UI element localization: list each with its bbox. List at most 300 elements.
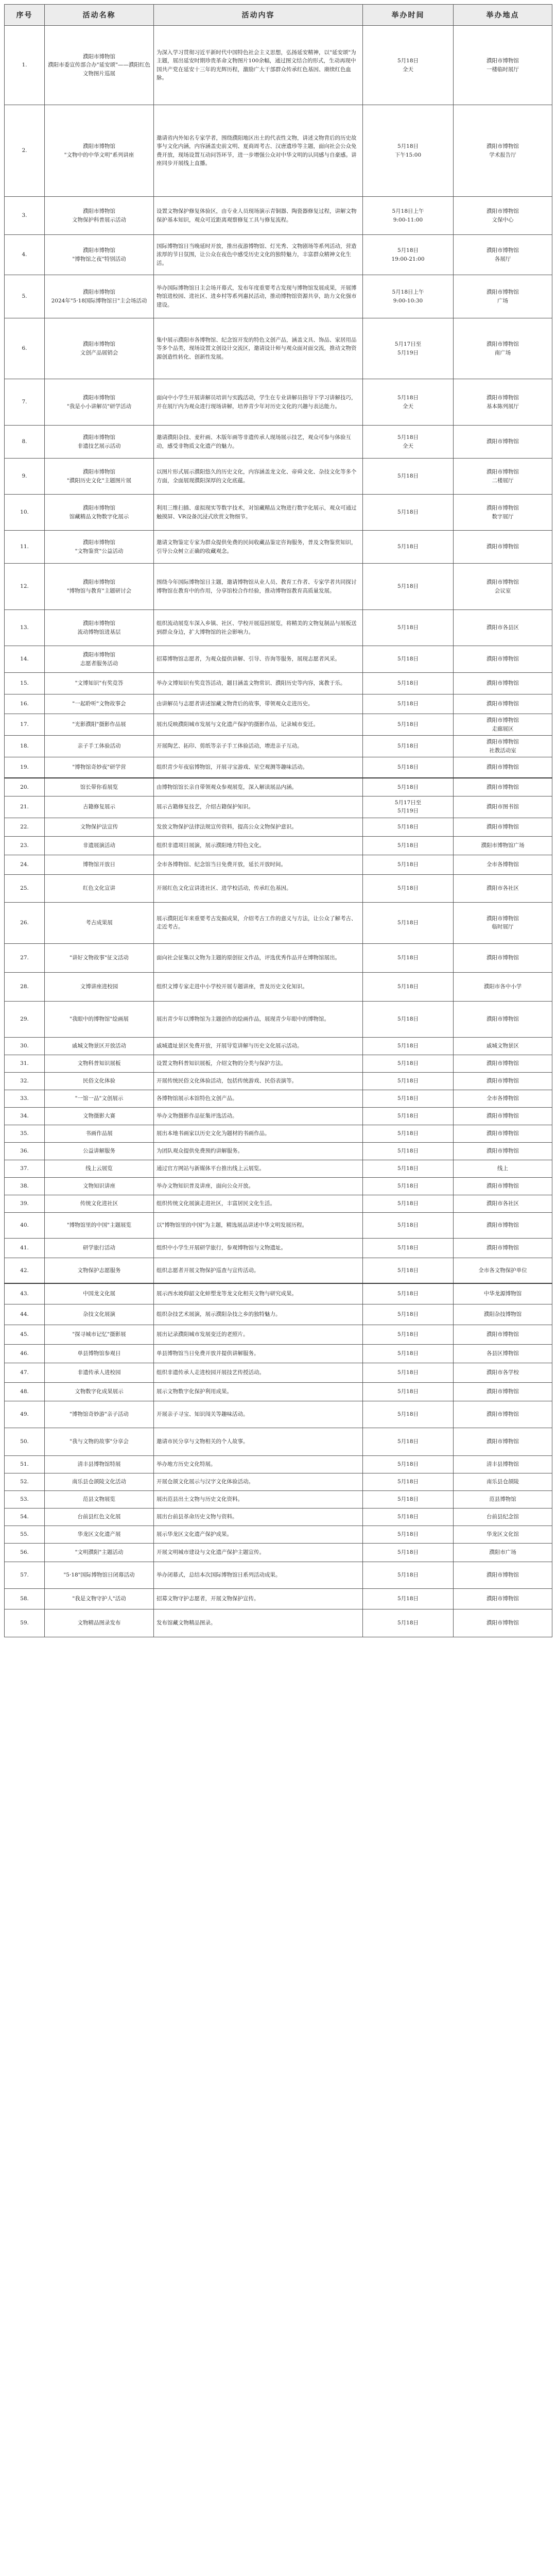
row-time: 5月18日	[363, 646, 454, 673]
row-place: 濮阳市各社区	[454, 1195, 552, 1212]
row-time: 5月18日	[363, 757, 454, 778]
row-time: 5月18日	[363, 1160, 454, 1177]
table-row	[5, 318, 552, 379]
row-activity-name: 亲子手工体验活动	[45, 736, 154, 757]
row-serial: 40.	[5, 1212, 45, 1238]
table-row	[5, 694, 552, 714]
row-activity-name: 杂技文化展演	[45, 1304, 154, 1325]
row-activity-content: 组织非遗传承人走进校园开展技艺传授活动。	[154, 1363, 363, 1382]
row-serial: 20.	[5, 778, 45, 796]
row-serial: 21.	[5, 796, 45, 818]
row-time: 5月17日至 5月19日	[363, 318, 454, 379]
row-serial: 22.	[5, 818, 45, 836]
row-activity-name: 濮阳市博物馆 "博物馆与教育"主题研讨会	[45, 564, 154, 610]
row-time: 5月18日	[363, 972, 454, 1001]
row-serial: 55.	[5, 1526, 45, 1543]
row-activity-name: 民俗文化体验	[45, 1072, 154, 1090]
row-place: 戚城文物景区	[454, 1037, 552, 1055]
row-place: 濮阳市博物馆 二楼展厅	[454, 459, 552, 495]
row-serial: 52.	[5, 1473, 45, 1490]
row-activity-name: "我与文物的故事"分享会	[45, 1428, 154, 1455]
row-activity-name: 书画作品展	[45, 1125, 154, 1142]
row-serial: 12.	[5, 564, 45, 610]
row-activity-content: 组织文博专家走进中小学校开展专题讲座，普及历史文化知识。	[154, 972, 363, 1001]
row-time: 5月18日	[363, 1562, 454, 1588]
row-time: 5月17日至 5月19日	[363, 796, 454, 818]
row-place: 全市各博物馆	[454, 855, 552, 874]
row-time: 5月18日	[363, 736, 454, 757]
row-place: 濮阳市博物馆	[454, 1212, 552, 1238]
row-activity-content: 举办国际博物馆日主会场开幕式，发布年度重要考古发现与博物馆发展成果，开展博物馆进校园、进社区、进乡村等系列惠民活动，推动博物馆资源共享，助力文化强市建设。	[154, 275, 363, 318]
header-serial: 序号	[5, 5, 45, 26]
row-activity-name: 研学旅行活动	[45, 1238, 154, 1258]
row-serial: 42.	[5, 1258, 45, 1283]
row-time: 5月18日 全天	[363, 426, 454, 459]
row-time: 5月18日	[363, 1473, 454, 1490]
row-activity-content: 组织青少年夜宿博物馆，开展寻宝游戏、星空观测等趣味活动。	[154, 757, 363, 778]
table-row	[5, 1455, 552, 1473]
row-serial: 25.	[5, 874, 45, 902]
row-time: 5月18日	[363, 1258, 454, 1283]
row-activity-content: 组织志愿者开展文物保护巡查与宣传活动。	[154, 1258, 363, 1283]
row-time: 5月18日	[363, 1609, 454, 1637]
table-row	[5, 902, 552, 943]
row-activity-content: 展出记录濮阳城市发展变迁的老照片。	[154, 1325, 363, 1344]
row-place: 濮阳市博物馆	[454, 1072, 552, 1090]
row-time: 5月18日	[363, 836, 454, 855]
row-activity-name: 濮阳市博物馆 文物保护科普展示活动	[45, 197, 154, 235]
row-serial: 49.	[5, 1401, 45, 1428]
row-activity-content: 开展亲子寻宝、知识闯关等趣味活动。	[154, 1401, 363, 1428]
row-activity-content: 展出青少年以博物馆为主题创作的绘画作品，展现青少年眼中的博物馆。	[154, 1001, 363, 1037]
row-time: 5月18日上午 9:00-10:30	[363, 275, 454, 318]
row-time: 5月18日	[363, 1543, 454, 1562]
row-activity-content: 以"博物馆里的中国"为主题，精选展品讲述中华文明发展历程。	[154, 1212, 363, 1238]
row-activity-name: "一馆一品"文创展示	[45, 1090, 154, 1107]
table-row	[5, 1382, 552, 1401]
table-row	[5, 1526, 552, 1543]
table-row	[5, 1238, 552, 1258]
row-activity-content: 展出范县出土文物与历史文化资料。	[154, 1490, 363, 1508]
table-row	[5, 564, 552, 610]
row-place: 濮阳市博物馆	[454, 1001, 552, 1037]
row-activity-content: 全市各博物馆、纪念馆当日免费开放，延长开放时间。	[154, 855, 363, 874]
row-activity-content: 为深入学习贯彻习近平新时代中国特色社会主义思想，弘扬延安精神，以"延安颂"为主题，展出延安时期珍贵革命文物图片100余幅，通过图文结合的形式，生动再现中国共产党在延安十三年的光辉历程，激励广大干部群众传承红色基因、赓续红色血脉。	[154, 26, 363, 105]
row-time: 5月18日	[363, 459, 454, 495]
row-serial: 48.	[5, 1382, 45, 1401]
row-place: 濮阳市博物馆 南广场	[454, 318, 552, 379]
row-time: 5月18日	[363, 714, 454, 736]
row-activity-content: 为团队观众提供免费预约讲解服务。	[154, 1142, 363, 1160]
row-activity-name: "博物馆里的中国"主题展览	[45, 1212, 154, 1238]
row-time: 5月18日	[363, 564, 454, 610]
table-row	[5, 197, 552, 235]
row-activity-name: "5·18"国际博物馆日闭幕活动	[45, 1562, 154, 1588]
header-row	[5, 5, 552, 26]
row-serial: 13.	[5, 610, 45, 646]
table-row	[5, 796, 552, 818]
row-activity-content: 开展传统民俗文化体验活动，包括传统游戏、民俗表演等。	[154, 1072, 363, 1090]
row-time: 5月18日	[363, 1090, 454, 1107]
row-activity-name: 文物精品图录发布	[45, 1609, 154, 1637]
table-row	[5, 1325, 552, 1344]
row-serial: 34.	[5, 1107, 45, 1125]
row-activity-name: "一起聆听"文物故事会	[45, 694, 154, 714]
table-body	[5, 26, 552, 1637]
row-place: 濮阳市博物馆	[454, 673, 552, 694]
table-row	[5, 1543, 552, 1562]
row-serial: 32.	[5, 1072, 45, 1090]
row-time: 5月18日 下午15:00	[363, 105, 454, 197]
row-time: 5月18日	[363, 1428, 454, 1455]
row-time: 5月18日	[363, 1072, 454, 1090]
row-time: 5月18日	[363, 1344, 454, 1363]
row-place: 濮阳市博物馆	[454, 778, 552, 796]
row-activity-content: 邀请濮阳杂技、麦秆画、木版年画等非遗传承人现场展示技艺，观众可参与体验互动，感受非物质文化遗产的魅力。	[154, 426, 363, 459]
table-row	[5, 757, 552, 778]
row-activity-name: 文博讲座进校园	[45, 972, 154, 1001]
row-place: 线上	[454, 1160, 552, 1177]
row-serial: 9.	[5, 459, 45, 495]
row-activity-name: 线上云展览	[45, 1160, 154, 1177]
row-activity-content: 邀请市民分享与文物相关的个人故事。	[154, 1428, 363, 1455]
row-activity-name: 文物数字化成果展示	[45, 1382, 154, 1401]
row-place: 濮阳市各社区	[454, 874, 552, 902]
row-time: 5月18日	[363, 1055, 454, 1072]
row-place: 濮阳市博物馆 基本陈列展厅	[454, 379, 552, 426]
row-time: 5月18日	[363, 1283, 454, 1304]
row-serial: 53.	[5, 1490, 45, 1508]
row-place: 濮阳市博物馆 一楼临时展厅	[454, 26, 552, 105]
row-place: 濮阳市各中小学	[454, 972, 552, 1001]
row-activity-name: 濮阳市博物馆 "濮阳历史文化"主题图片展	[45, 459, 154, 495]
row-serial: 18.	[5, 736, 45, 757]
row-serial: 46.	[5, 1344, 45, 1363]
row-place: 濮阳市博物馆	[454, 1055, 552, 1072]
row-time: 5月18日	[363, 818, 454, 836]
row-place: 濮阳市博物馆	[454, 818, 552, 836]
row-activity-content: 举办文物知识普及讲座，面向公众开放。	[154, 1177, 363, 1195]
row-place: 范县博物馆	[454, 1490, 552, 1508]
row-serial: 56.	[5, 1543, 45, 1562]
table-row	[5, 1090, 552, 1107]
row-activity-content: 举办地方历史文化特展。	[154, 1455, 363, 1473]
row-place: 濮阳市博物馆	[454, 1142, 552, 1160]
table-row	[5, 1142, 552, 1160]
row-activity-content: 戚城遗址景区免费开放，开展导览讲解与历史文化展示活动。	[154, 1037, 363, 1055]
row-time: 5月18日	[363, 1490, 454, 1508]
row-place: 濮阳市博物馆	[454, 757, 552, 778]
row-serial: 29.	[5, 1001, 45, 1037]
row-activity-content: 展出台前县革命历史文物与资料。	[154, 1508, 363, 1526]
row-serial: 8.	[5, 426, 45, 459]
row-activity-name: 濮阳市博物馆 文创产品展销会	[45, 318, 154, 379]
row-activity-name: "文明濮阳"主题活动	[45, 1543, 154, 1562]
table-row	[5, 459, 552, 495]
header-time: 举办时间	[363, 5, 454, 26]
row-time: 5月18日	[363, 495, 454, 531]
row-time: 5月18日	[363, 1177, 454, 1195]
table-row	[5, 1490, 552, 1508]
row-place: 濮阳市博物馆	[454, 1238, 552, 1258]
row-place: 濮阳市博物馆	[454, 1588, 552, 1609]
row-time: 5月18日	[363, 1526, 454, 1543]
table-row	[5, 275, 552, 318]
row-time: 5月18日	[363, 943, 454, 972]
row-place: 濮阳市博物馆	[454, 943, 552, 972]
table-row	[5, 972, 552, 1001]
row-activity-content: 举办文博知识有奖竞答活动，题目涵盖文物常识、濮阳历史等内容，寓教于乐。	[154, 673, 363, 694]
row-time: 5月18日	[363, 1304, 454, 1325]
row-place: 濮阳市博物馆 临时展厅	[454, 902, 552, 943]
row-activity-name: 台前县红色文化展	[45, 1508, 154, 1526]
row-place: 全市各文物保护单位	[454, 1258, 552, 1283]
table-row	[5, 426, 552, 459]
row-activity-name: "我是文物守护人"活动	[45, 1588, 154, 1609]
row-place: 华龙区文化馆	[454, 1526, 552, 1543]
table-row	[5, 1304, 552, 1325]
table-row	[5, 105, 552, 197]
row-serial: 15.	[5, 673, 45, 694]
row-time: 5月18日	[363, 1588, 454, 1609]
table-row	[5, 1609, 552, 1637]
row-activity-name: 红色文化宣讲	[45, 874, 154, 902]
header-place: 举办地点	[454, 5, 552, 26]
row-place: 濮阳市博物馆	[454, 1428, 552, 1455]
row-place: 南乐县仓颉陵	[454, 1473, 552, 1490]
row-activity-content: 展示濮阳近年来重要考古发掘成果，介绍考古工作的意义与方法，让公众了解考古、走近考古。	[154, 902, 363, 943]
row-activity-content: 集中展示濮阳市各博物馆、纪念馆开发的特色文创产品，涵盖文具、饰品、家居用品等多个品类，现场设置文创设计交流区，邀请设计师与观众面对面交流，推动文物资源创造性转化、创新性发展。	[154, 318, 363, 379]
table-row	[5, 1401, 552, 1428]
row-serial: 28.	[5, 972, 45, 1001]
row-time: 5月18日	[363, 1401, 454, 1428]
row-serial: 27.	[5, 943, 45, 972]
table-row	[5, 818, 552, 836]
row-place: 濮阳市博物馆 文保中心	[454, 197, 552, 235]
table-row	[5, 1195, 552, 1212]
row-time: 5月18日 全天	[363, 379, 454, 426]
row-time: 5月18日	[363, 855, 454, 874]
row-place: 濮阳市博物馆 各展厅	[454, 235, 552, 275]
row-serial: 16.	[5, 694, 45, 714]
row-time: 5月18日	[363, 1125, 454, 1142]
row-place: 濮阳市博物馆	[454, 426, 552, 459]
row-serial: 33.	[5, 1090, 45, 1107]
header-activity-content: 活动内容	[154, 5, 363, 26]
row-activity-name: 戚城文物景区开放活动	[45, 1037, 154, 1055]
table-row	[5, 1055, 552, 1072]
row-serial: 47.	[5, 1363, 45, 1382]
row-activity-name: 濮阳市博物馆 流动博物馆进基层	[45, 610, 154, 646]
table-row	[5, 646, 552, 673]
row-activity-content: 组织流动展览车深入乡镇、社区、学校开展巡回展览，将精美的文物复制品与展板送到群众身边，扩大博物馆的社会影响力。	[154, 610, 363, 646]
row-place: 濮阳市博物馆	[454, 531, 552, 564]
row-activity-content: 组织非遗项目展演，展示濮阳地方特色文化。	[154, 836, 363, 855]
table-row	[5, 531, 552, 564]
row-serial: 43.	[5, 1283, 45, 1304]
row-place: 各县区博物馆	[454, 1344, 552, 1363]
row-place: 濮阳市博物馆	[454, 1177, 552, 1195]
row-activity-content: 单县博物馆当日免费开放并提供讲解服务。	[154, 1344, 363, 1363]
row-serial: 17.	[5, 714, 45, 736]
row-activity-name: 非遗展演活动	[45, 836, 154, 855]
row-activity-name: 公益讲解服务	[45, 1142, 154, 1160]
row-activity-content: 组织杂技艺术展演，展示濮阳杂技之乡的独特魅力。	[154, 1304, 363, 1325]
row-activity-content: 展出反映濮阳城市发展与文化遗产保护的摄影作品，记录城市变迁。	[154, 714, 363, 736]
row-place: 濮阳市博物馆广场	[454, 836, 552, 855]
row-activity-name: 文物摄影大赛	[45, 1107, 154, 1125]
activity-table	[4, 4, 552, 1637]
table-row	[5, 1107, 552, 1125]
row-activity-name: "探寻城市记忆"摄影展	[45, 1325, 154, 1344]
row-serial: 24.	[5, 855, 45, 874]
row-activity-name: 濮阳市博物馆 "文物中的中华文明"系列讲座	[45, 105, 154, 197]
row-activity-content: 开展文明城市建设与文化遗产保护主题宣传。	[154, 1543, 363, 1562]
table-row	[5, 1588, 552, 1609]
row-time: 5月18日	[363, 1001, 454, 1037]
row-activity-name: 中国龙文化展	[45, 1283, 154, 1304]
table-row	[5, 1001, 552, 1037]
row-activity-content: 由博物馆馆长亲自带领观众参观展览，深入解读展品内涵。	[154, 778, 363, 796]
row-time: 5月18日	[363, 874, 454, 902]
row-serial: 39.	[5, 1195, 45, 1212]
row-serial: 2.	[5, 105, 45, 197]
row-serial: 35.	[5, 1125, 45, 1142]
row-activity-name: 濮阳市博物馆 2024年"5·18国际博物馆日"主会场活动	[45, 275, 154, 318]
row-activity-content: 展示西水坡仰韶文化蚌塑龙等龙文化相关文物与研究成果。	[154, 1283, 363, 1304]
row-serial: 51.	[5, 1455, 45, 1473]
row-serial: 45.	[5, 1325, 45, 1344]
row-activity-content: 发放文物保护法律法规宣传资料，提高公众文物保护意识。	[154, 818, 363, 836]
row-activity-name: 濮阳市博物馆 志愿者服务活动	[45, 646, 154, 673]
row-place: 濮阳市各学校	[454, 1363, 552, 1382]
row-place: 濮阳市博物馆	[454, 1609, 552, 1637]
row-activity-name: 考古成果展	[45, 902, 154, 943]
row-serial: 6.	[5, 318, 45, 379]
table-row	[5, 610, 552, 646]
row-time: 5月18日	[363, 902, 454, 943]
table-row	[5, 836, 552, 855]
table-row	[5, 1177, 552, 1195]
row-activity-name: 濮阳市博物馆 非遗技艺展示活动	[45, 426, 154, 459]
table-row	[5, 874, 552, 902]
row-serial: 7.	[5, 379, 45, 426]
row-activity-name: "文博知识"有奖竞答	[45, 673, 154, 694]
row-place: 濮阳市博物馆 走廊展区	[454, 714, 552, 736]
row-place: 濮阳市图书馆	[454, 796, 552, 818]
row-serial: 58.	[5, 1588, 45, 1609]
table-row	[5, 778, 552, 796]
table-row	[5, 1283, 552, 1304]
row-serial: 44.	[5, 1304, 45, 1325]
row-time: 5月18日	[363, 1508, 454, 1526]
row-time: 5月18日	[363, 694, 454, 714]
row-activity-name: "光影濮阳"摄影作品展	[45, 714, 154, 736]
row-place: 濮阳市博物馆	[454, 646, 552, 673]
table-row	[5, 1473, 552, 1490]
row-serial: 14.	[5, 646, 45, 673]
row-place: 濮阳市博物馆 广场	[454, 275, 552, 318]
row-activity-content: 面向中小学生开展讲解员培训与实践活动，学生在专业讲解员指导下学习讲解技巧，并在展厅内为观众进行现场讲解，培养青少年对历史文化的兴趣与表达能力。	[154, 379, 363, 426]
row-activity-content: 各博物馆展示本馆特色文创产品。	[154, 1090, 363, 1107]
row-serial: 4.	[5, 235, 45, 275]
header-activity-name: 活动名称	[45, 5, 154, 26]
row-activity-name: 馆长带你看展览	[45, 778, 154, 796]
row-activity-content: 展示古籍修复技艺，介绍古籍保护知识。	[154, 796, 363, 818]
row-time: 5月18日	[363, 1363, 454, 1382]
row-activity-name: 清丰县博物馆特展	[45, 1455, 154, 1473]
table-row	[5, 235, 552, 275]
row-activity-content: 设置文物科普知识展板，介绍文物的分类与保护方法。	[154, 1055, 363, 1072]
row-place: 濮阳市博物馆 学术报告厅	[454, 105, 552, 197]
table-row	[5, 1428, 552, 1455]
row-activity-content: 围绕今年国际博物馆日主题，邀请博物馆从业人员、教育工作者、专家学者共同探讨博物馆在教育中的作用，分享馆校合作经验，推动博物馆教育高质量发展。	[154, 564, 363, 610]
table-row	[5, 379, 552, 426]
row-activity-name: "博物馆奇妙夜"研学营	[45, 757, 154, 778]
row-activity-name: 文物科普知识展板	[45, 1055, 154, 1072]
row-serial: 41.	[5, 1238, 45, 1258]
row-serial: 50.	[5, 1428, 45, 1455]
row-activity-content: 举办闭幕式，总结本次国际博物馆日系列活动成果。	[154, 1562, 363, 1588]
row-activity-name: 范县文物展览	[45, 1490, 154, 1508]
row-time: 5月18日上午 9:00-11:00	[363, 197, 454, 235]
row-activity-name: 传统文化进社区	[45, 1195, 154, 1212]
table-row	[5, 736, 552, 757]
row-time: 5月18日	[363, 1142, 454, 1160]
table-row	[5, 1125, 552, 1142]
row-activity-name: 南乐县仓颉陵文化活动	[45, 1473, 154, 1490]
row-place: 濮阳市博物馆 数字展厅	[454, 495, 552, 531]
table-row	[5, 1363, 552, 1382]
row-activity-content: 展出本地书画家以历史文化为题材的书画作品。	[154, 1125, 363, 1142]
row-serial: 19.	[5, 757, 45, 778]
row-activity-content: 设置文物保护修复体验区，由专业人员现场演示青铜器、陶瓷器修复过程，讲解文物保护基本知识，观众可近距离观察修复工具与修复流程。	[154, 197, 363, 235]
activity-table-sheet	[4, 4, 552, 1637]
row-place: 濮阳市博物馆	[454, 1107, 552, 1125]
row-activity-name: 博物馆开放日	[45, 855, 154, 874]
table-row	[5, 1562, 552, 1588]
row-place: 濮阳市博物馆	[454, 1325, 552, 1344]
row-activity-name: 文物知识讲座	[45, 1177, 154, 1195]
row-activity-name: 濮阳市博物馆 "文物鉴赏"公益活动	[45, 531, 154, 564]
row-time: 5月18日 全天	[363, 26, 454, 105]
row-activity-name: "博物馆奇妙游"亲子活动	[45, 1401, 154, 1428]
row-time: 5月18日 19:00-21:00	[363, 235, 454, 275]
row-time: 5月18日	[363, 1382, 454, 1401]
row-activity-name: 文物保护志愿服务	[45, 1258, 154, 1283]
row-place: 濮阳市广场	[454, 1543, 552, 1562]
row-place: 濮阳市博物馆	[454, 694, 552, 714]
row-serial: 31.	[5, 1055, 45, 1072]
table-header	[5, 5, 552, 26]
row-activity-name: 文物保护法宣传	[45, 818, 154, 836]
row-place: 濮阳市博物馆	[454, 1562, 552, 1588]
row-activity-content: 利用三维扫描、虚拟现实等数字技术，对馆藏精品文物进行数字化展示，观众可通过触摸屏、VR设备沉浸式欣赏文物细节。	[154, 495, 363, 531]
row-serial: 54.	[5, 1508, 45, 1526]
row-serial: 57.	[5, 1562, 45, 1588]
table-row	[5, 1212, 552, 1238]
row-activity-content: 由讲解员与志愿者讲述馆藏文物背后的故事，带领观众走进历史。	[154, 694, 363, 714]
row-time: 5月18日	[363, 1455, 454, 1473]
row-serial: 23.	[5, 836, 45, 855]
row-place: 濮阳市博物馆	[454, 1125, 552, 1142]
row-activity-name: 濮阳市博物馆 "博物馆之夜"特别活动	[45, 235, 154, 275]
row-serial: 1.	[5, 26, 45, 105]
row-time: 5月18日	[363, 1037, 454, 1055]
row-serial: 36.	[5, 1142, 45, 1160]
row-time: 5月18日	[363, 778, 454, 796]
row-activity-name: 古籍修复展示	[45, 796, 154, 818]
